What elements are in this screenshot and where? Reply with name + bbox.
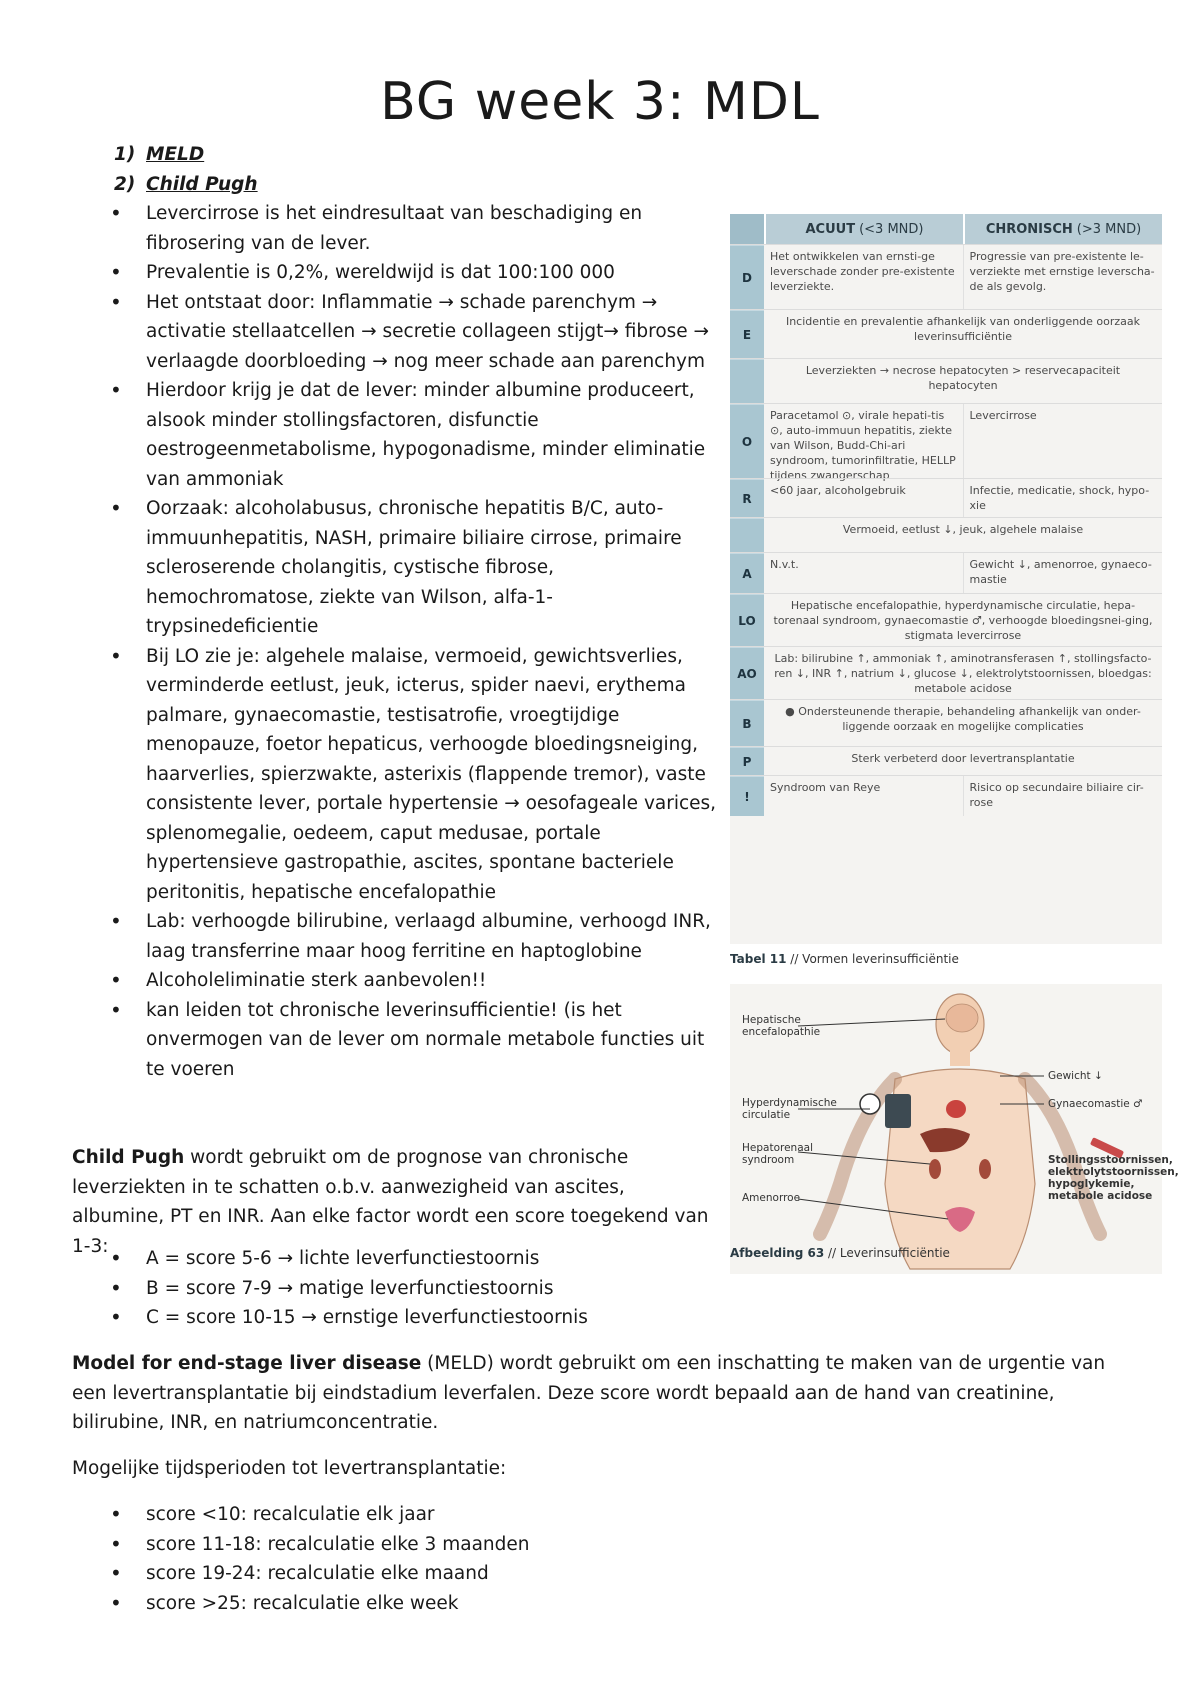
label-gynaeco: Gynaecomastie ♂ [1048, 1098, 1143, 1110]
list-item: • kan leiden tot chronische leverinsufficientie! (is het onvermogen van de lever om normale metabole functies uit te voeren [72, 996, 722, 1085]
bp-cuff-shape [885, 1094, 911, 1128]
row-chronic-cell: Gewicht ↓, amenorroe, gynaeco-mastie [963, 553, 1163, 593]
list-item: • B = score 7-9 → matige leverfunctiestoornis [72, 1274, 772, 1304]
list-item [72, 170, 722, 200]
list-item: • Alcoholeliminatie sterk aanbevolen!! [72, 966, 722, 996]
table-row [730, 478, 1162, 517]
row-span-cell: Incidentie en prevalentie afhankelijk van onderliggende oorzaak leverinsufficiëntie [785, 315, 1141, 343]
list-item: • Bij LO zie je: algehele malaise, vermoeid, gewichtsverlies, verminderde eetlust, jeuk, icterus, spider naevi, erythema palmare, gynaecomastie, testisatrofie, vroegtijdige menopauze, foetor hepaticus, verhoogde bloedingsneiging, haarverlies, spierzwakte, asterixis (flappende tremor), vaste consistente lever, portale hypertensie → oesofageale varices, splenomegalie, oedeem, caput medusae, portale hypertensieve gastropathie, ascites, spontane bacteriele peritonitis, hepatische encefalopathie [72, 642, 722, 908]
row-chronic-cell: Levercirrose [963, 404, 1163, 478]
label-hyper: Hyperdynamische circulatie [742, 1097, 837, 1121]
liver-insufficiency-figure [730, 984, 1179, 1274]
list-item: • A = score 5-6 → lichte leverfunctiestoornis [72, 1244, 772, 1274]
table-row [730, 244, 1162, 309]
table-caption-text: // Vormen leverinsufficiëntie [786, 952, 959, 966]
table-header [730, 214, 1162, 244]
list-item: • Prevalentie is 0,2%, wereldwijd is dat 100:100 000 [72, 258, 722, 288]
table-row [730, 517, 1162, 552]
list-item: • score <10: recalculatie elk jaar [72, 1500, 772, 1530]
figure-caption-bold: Afbeelding 63 [730, 1246, 825, 1260]
row-span-cell: Vermoeid, eetlust ↓, jeuk, algehele malaise [842, 523, 1084, 536]
list-item: • score 11-18: recalculatie elke 3 maanden [72, 1530, 772, 1560]
row-letter: A [730, 553, 764, 593]
row-acute-cell: Het ontwikkelen van ernsti-ge leverschade zonder pre-existente leverziekte. [770, 250, 955, 293]
row-acute-cell: N.v.t. [770, 558, 799, 571]
label-amenorroe: Amenorroe [742, 1192, 801, 1204]
header-acute-label: ACUUT [805, 221, 856, 237]
table-row [730, 593, 1162, 646]
page-title: BG week 3: MDL [380, 72, 820, 132]
label-enceph: Hepatische encefalopathie [742, 1014, 821, 1038]
row-letter: B [730, 700, 764, 746]
list-item: • Levercirrose is het eindresultaat van beschadiging en fibrosering van de lever. [72, 199, 722, 258]
meld-periods-label: Mogelijke tijdsperioden tot levertransplantatie: [72, 1458, 507, 1479]
table-row [730, 746, 1162, 775]
list-item: • Hierdoor krijg je dat de lever: minder albumine produceert, alsook minder stollingsfactoren, disfunctie oestrogeenmetabolisme, hypogonadisme, minder eliminatie van ammoniak [72, 376, 722, 494]
table-caption [730, 952, 959, 966]
list-label: Child Pugh [146, 173, 258, 195]
row-span-cell: Hepatische encefalopathie, hyperdynamische circulatie, hepa-torenaal syndroom, gynaecomastie ♂, verhoogde bloedingsnei-ging, stigmata levercirrose [773, 599, 1153, 642]
meld-text: (MELD) wordt gebruikt om een inschatting te maken van de urgentie van een levertransplantatie bij eindstadium leverfalen. Deze score wordt bepaald aan de hand van creatinine, bilirubine, INR, en natriumconcentratie. [72, 1353, 1106, 1433]
numbered-list [72, 140, 722, 199]
row-letter [730, 518, 764, 552]
list-label: MELD [146, 144, 205, 165]
childpugh-list [72, 1244, 772, 1333]
label-stolling: Stollingsstoornissen, elektrolytstoornissen, hypoglykemie, metabole acidose [1048, 1154, 1179, 1202]
bp-gauge-shape [860, 1094, 880, 1114]
list-number: 1) [114, 144, 136, 165]
meld-list [72, 1500, 772, 1618]
row-letter: AO [730, 647, 764, 699]
row-letter: P [730, 747, 764, 775]
list-item: • C = score 10-15 → ernstige leverfunctiestoornis [72, 1303, 772, 1333]
row-span-cell: Lab: bilirubine ↑, ammoniak ↑, aminotransferasen ↑, stollingsfacto-ren ↓, INR ↑, natrium ↓, glucose ↓, elektrolytstoornissen, bloedgas: metabole acidose [774, 652, 1152, 695]
row-letter: R [730, 479, 764, 517]
list-item: • Oorzaak: alcoholabusus, chronische hepatitis B/C, auto-immuunhepatitis, NASH, primaire biliaire cirrose, primaire scleroserende cholangitis, cystische fibrose, hemochromatose, ziekte van Wilson, alfa-1-trypsinedeficientie [72, 494, 722, 642]
table-row [730, 403, 1162, 482]
meld-paragraph [72, 1349, 1132, 1438]
row-letter [730, 359, 764, 403]
header-acute [764, 214, 963, 244]
liver-insufficiency-table [730, 214, 1162, 944]
row-letter: D [730, 245, 764, 309]
table-row [730, 775, 1162, 816]
table-caption-bold: Tabel 11 [730, 952, 787, 966]
childpugh-bold: Child Pugh [72, 1147, 185, 1168]
table-row [730, 552, 1162, 593]
row-letter: LO [730, 594, 764, 646]
row-chronic-cell: Risico op secundaire biliaire cir-rose [963, 776, 1163, 816]
meld-list-block [72, 1500, 772, 1618]
row-letter: O [730, 404, 764, 478]
row-acute-cell: Syndroom van Reye [770, 781, 881, 794]
list-item: • score >25: recalculatie elke week [72, 1589, 772, 1619]
header-acute-sub: (<3 MND) [859, 221, 924, 237]
row-chronic-cell: Progressie van pre-existente le-verziekte met ernstige leverscha-de als gevolg. [963, 245, 1163, 309]
neck-shape [950, 1050, 970, 1066]
list-item: • score 19-24: recalculatie elke maand [72, 1559, 772, 1589]
main-column [72, 140, 722, 1084]
header-lead [730, 214, 764, 244]
row-letter: ! [730, 776, 764, 816]
childpugh-text: wordt gebruikt om de prognose van chronische leverziekten in te schatten o.b.v. aanwezigheid van ascites, albumine, PT en INR. Aan elke factor wordt een score toegekend van 1-3: [72, 1147, 709, 1257]
brain-shape [946, 1004, 978, 1032]
childpugh-list-block [72, 1244, 772, 1333]
row-acute-cell: <60 jaar, alcoholgebruik [770, 484, 906, 497]
row-span-cell: ● Ondersteunende therapie, behandeling afhankelijk van onder-liggende oorzaak en mogelijke complicaties [785, 705, 1141, 733]
figure-caption [730, 1246, 950, 1260]
list-item: • Het ontstaat door: Inflammatie → schade parenchym → activatie stellaatcellen → secretie collageen stijgt→ fibrose → verlaagde doorbloeding → nog meer schade aan parenchym [72, 288, 722, 377]
connector-line [798, 1019, 945, 1026]
kidney-shape [979, 1159, 991, 1179]
list-number: 2) [114, 173, 136, 195]
kidney-shape [929, 1159, 941, 1179]
label-gewicht: Gewicht ↓ [1048, 1070, 1103, 1082]
table-row [730, 309, 1162, 358]
table-row [730, 358, 1162, 403]
header-chronic [963, 214, 1162, 244]
header-chronic-sub: (>3 MND) [1076, 221, 1142, 237]
table-row [730, 699, 1162, 746]
bullet-list [72, 199, 722, 1084]
header-chronic-label: CHRONISCH [985, 221, 1073, 237]
row-span-cell: Sterk verbeterd door levertransplantatie [851, 752, 1075, 765]
table-body [730, 244, 1162, 816]
meld-bold: Model for end-stage liver disease [72, 1353, 422, 1374]
list-item: • Lab: verhoogde bilirubine, verlaagd albumine, verhoogd INR, laag transferrine maar hoog ferritine en haptoglobine [72, 907, 722, 966]
row-span-cell: Leverziekten → necrose hepatocyten > reservecapaciteit hepatocyten [805, 364, 1121, 392]
table-row [730, 646, 1162, 699]
row-chronic-cell: Infectie, medicatie, shock, hypo-xie [963, 479, 1163, 517]
heart-shape [946, 1100, 966, 1118]
row-acute-cell: Paracetamol ⊙, virale hepati-tis ⊙, auto-immuun hepatitis, ziekte van Wilson, Budd-Chi-ari syndroom, tumorinfiltratie, HELLP tijdens zwangerschap [770, 409, 956, 482]
row-letter: E [730, 310, 764, 358]
list-item [72, 140, 722, 170]
figure-caption-text: // Leverinsufficiëntie [824, 1246, 950, 1260]
label-hepatorenaal: Hepatorenaal syndroom [742, 1142, 813, 1166]
